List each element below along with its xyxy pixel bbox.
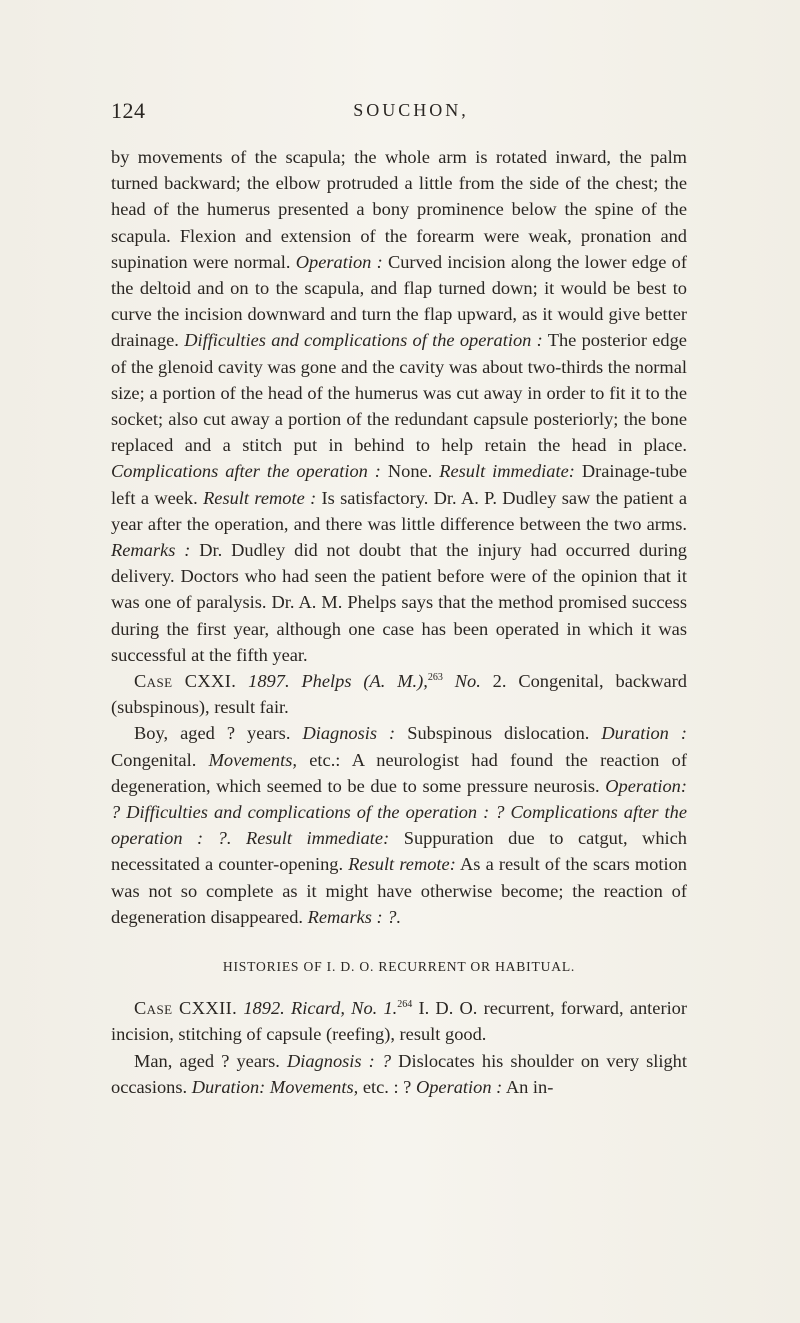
case-120-continuation: by movements of the scapula; the whole arm is rotated inward, the palm turned backward; the elbow protruded a little from the side of the chest; the head of the humerus presented a bony prominence below the spine of the scapula. Flexion and extension of the forearm were weak, pronation and supination were normal. Operation : Curved incision along the lower edge of the deltoid and on to the scapula, and flap turned down; it would be best to curve the incision downward and turn the flap upward, as it would give better drainage. Difficulties and complications of the operation : The posterior edge of the glenoid cavity was gone and the cavity was about two-thirds the normal size; a portion of the head of the humerus was cut away in order to fit it to the socket; also cut away a portion of the redundant capsule posteriorly; the bone replaced and a stitch put in behind to help retain the head in place. Complications after the operation : None. Result immediate: Drainage-tube left a week. Result remote : Is satisfactory. Dr. A. P. Dudley saw the patient a year after the operation, and there was little difference between the two arms. Remarks : Dr. Dudley did not doubt that the injury had occurred during delivery. Doctors who had seen the patient before were of the opinion that it was one of paralysis. Dr. A. M. Phelps says that the method promised success during the first year, although one case has been operated in which it was successful at the fifth year. — [111, 147, 688, 665]
case-121-reference: 263 — [427, 672, 443, 684]
case-122-details: Man, aged ? years. Diagnosis : ? Dislocates his shoulder on very slight occasions. Duration: Movements, etc. : ? Operation : An in- — [111, 1050, 687, 1097]
case-122-label: Case CXXII. — [134, 998, 238, 1019]
case-121-label: Case CXXI. — [134, 671, 237, 692]
case-121-author: Phelps (A. M.), — [301, 671, 428, 692]
page-number: 124 — [111, 98, 146, 123]
body-text — [111, 144, 687, 1100]
case-121-heading: Case CXXI. 1897. Phelps (A. M.),$^{263}$ No. 2. Congenital, backward (subspinous), result fair. — [111, 671, 687, 718]
case-122-year: 1892. — [243, 998, 285, 1019]
case-122-reference: 264 — [397, 999, 413, 1011]
case-121-details: Boy, aged ? years. Diagnosis : Subspinous dislocation. Duration : Congenital. Movements, etc.: A neurologist had found the reaction of degeneration, which seemed to be due to some pressure neurosis. Operation: ? Difficulties and complications of the operation : ? Complications after the operation : ?. Result immediate: Suppuration due to catgut, which necessitated a counter-opening. Result remote: As a result of the scars motion was not so complete as it might have otherwise become; the reaction of degeneration disappeared. Remarks : ?. — [111, 723, 688, 927]
case-122-heading: Case CXXII. 1892. Ricard, No. 1.$^{264}$ I. D. O. recurrent, forward, anterior incision, stitching of capsule (reefing), result good. — [111, 998, 687, 1045]
case-121-year: 1897. — [248, 671, 290, 692]
section-heading: HISTORIES OF I. D. O. RECURRENT OR HABITUAL. — [222, 959, 576, 975]
case-122-author: Ricard, No. 1. — [290, 998, 398, 1019]
page-header — [111, 98, 691, 128]
running-head: SOUCHON, — [353, 100, 469, 120]
